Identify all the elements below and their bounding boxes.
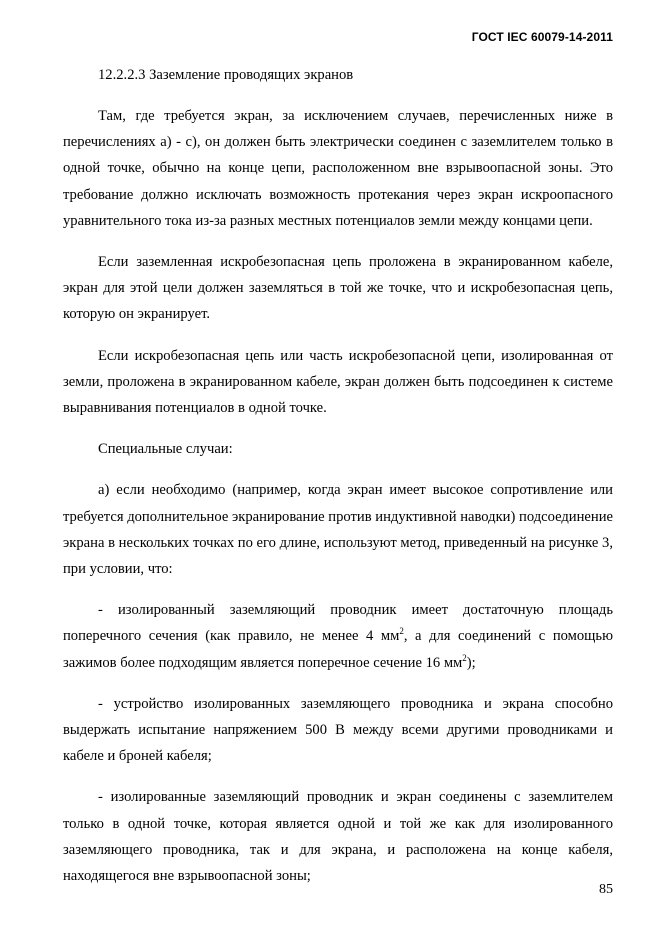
paragraph-isolated-circuit-shield: Если искробезопасная цепь или часть искробезопасной цепи, изолированная от земли, проложена в экранированном кабеле, экран должен быть подсоединен к системе выравнивания потенциалов в одной точке.	[63, 347, 613, 417]
conductor-text-part-3: );	[466, 654, 476, 671]
section-title: 12.2.2.3 Заземление проводящих экранов	[98, 67, 354, 83]
list-item-conductor-cross-section	[63, 597, 613, 676]
conductor-text-part-1: - изолированный заземляющий проводник имеет достаточную площадь поперечного сечения (как правило, не менее 4 мм	[63, 602, 613, 645]
document-header-standard-code: ГОСТ IEC 60079-14-2011	[471, 30, 613, 44]
paragraph-grounding-single-point: Там, где требуется экран, за исключением случаев, перечисленных ниже в перечислениях а) - с), он должен быть электрически соединен с заземлителем только в одной точке, обычно на конце цепи, расположенном вне взрывоопасной зоны. Это требование должно исключать возможность протекания через экран искроопасного уравнительного тока из-за разных местных потенциалов земли между концами цепи.	[63, 108, 613, 229]
page-number: 85	[599, 882, 613, 897]
list-item-case-a: а) если необходимо (например, когда экран имеет высокое сопротивление или требуется дополнительное экранирование против индуктивной наводки) подсоединение экрана в нескольких точках по его длине, используют метод, приведенный на рисунке 3, при условии, что:	[63, 482, 613, 578]
list-item-single-point-connection: - изолированные заземляющий проводник и экран соединены с заземлителем только в одной точке, которая является одной и той же как для изолированного заземляющего проводника, так и для экрана, и расположена на конце кабеля, находящегося вне взрывоопасной зоны;	[63, 789, 613, 885]
paragraph-special-cases-heading: Специальные случаи:	[98, 441, 233, 458]
superscript-square-2: 2	[462, 652, 467, 663]
page-body	[63, 63, 613, 904]
paragraph-grounded-circuit-shield: Если заземленная искробезопасная цепь проложена в экранированном кабеле, экран для этой цели должен заземляться в той же точке, что и искробезопасная цепь, которую он экранирует.	[63, 254, 613, 323]
list-item-voltage-test: - устройство изолированных заземляющего проводника и экрана способно выдержать испытание напряжением 500 В между всеми другими проводниками и кабеле и броней кабеля;	[63, 695, 613, 765]
conductor-text-part-2: , а для соединений с помощью зажимов более подходящим является поперечное сечение 16 мм	[63, 628, 613, 671]
superscript-square-1: 2	[399, 626, 404, 637]
